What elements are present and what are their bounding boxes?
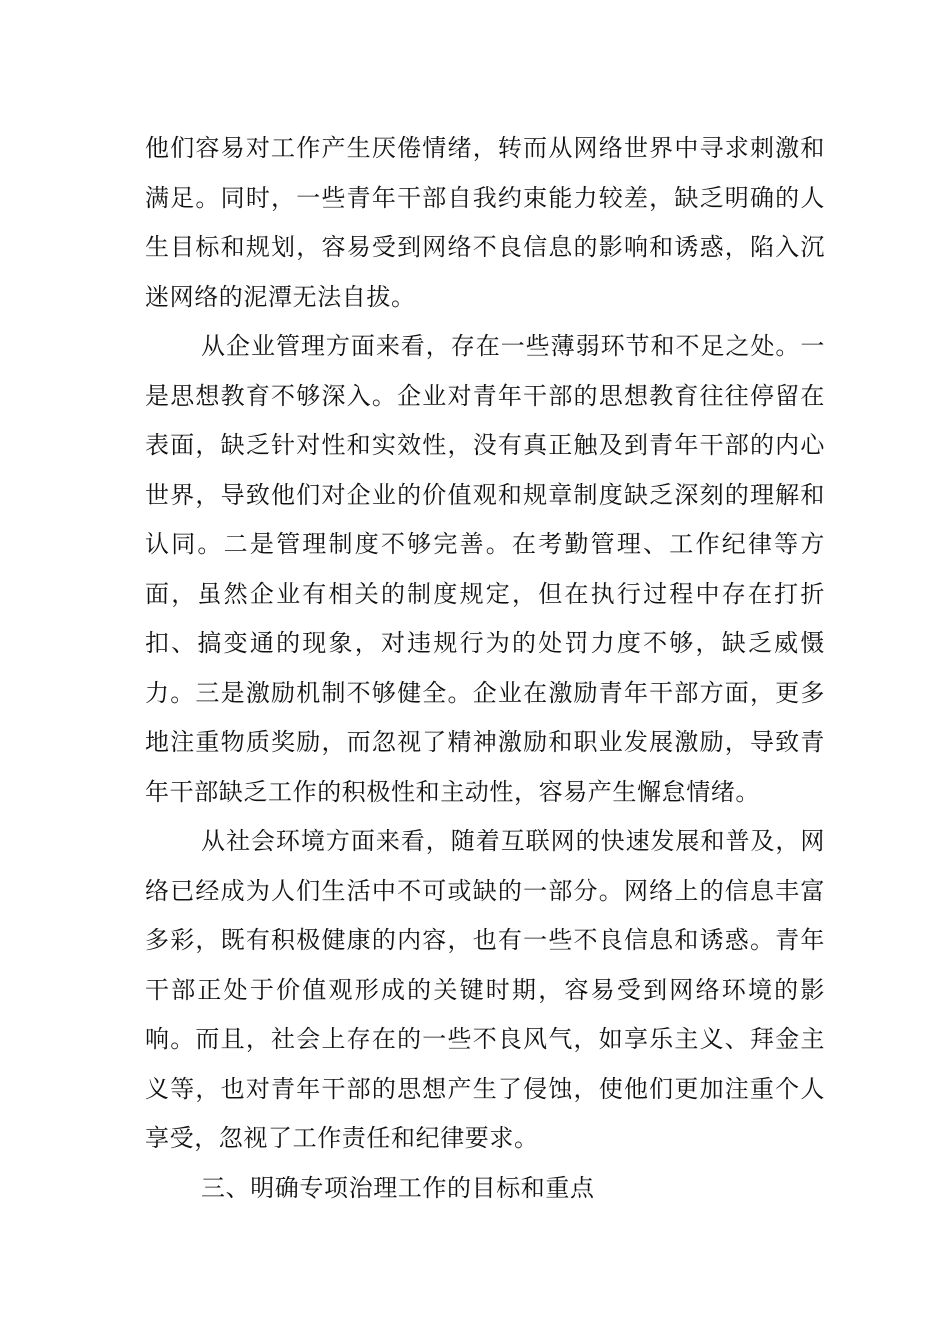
paragraph-social-environment: 从社会环境方面来看，随着互联网的快速发展和普及，网络已经成为人们生活中不可或缺的一部分。网络上的信息丰富多彩，既有积极健康的内容，也有一些不良信息和诱惑。青年干部正处于价值观形成的关键时期，容易受到网络环境的影响。而且，社会上存在的一些不良风气，如享乐主义、拜金主义等，也对青年干部的思想产生了侵蚀，使他们更加注重个人享受，忽视了工作责任和纪律要求。 <box>145 827 825 1152</box>
paragraph-continued: 他们容易对工作产生厌倦情绪，转而从网络世界中寻求刺激和满足。同时，一些青年干部自我约束能力较差，缺乏明确的人生目标和规划，容易受到网络不良信息的影响和诱惑，陷入沉迷网络的泥潭无法自拔。 <box>145 134 825 311</box>
section-heading: 三、明确专项治理工作的目标和重点 <box>201 1173 595 1202</box>
document-body <box>145 124 825 1213</box>
paragraph-enterprise-management: 从企业管理方面来看，存在一些薄弱环节和不足之处。一是思想教育不够深入。企业对青年干部的思想教育往往停留在表面，缺乏针对性和实效性，没有真正触及到青年干部的内心世界，导致他们对企业的价值观和规章制度缺乏深刻的理解和认同。二是管理制度不够完善。在考勤管理、工作纪律等方面，虽然企业有相关的制度规定，但在执行过程中存在打折扣、搞变通的现象，对违规行为的处罚力度不够，缺乏威慑力。三是激励机制不够健全。企业在激励青年干部方面，更多地注重物质奖励，而忽视了精神激励和职业发展激励，导致青年干部缺乏工作的积极性和主动性，容易产生懈怠情绪。 <box>145 332 825 806</box>
